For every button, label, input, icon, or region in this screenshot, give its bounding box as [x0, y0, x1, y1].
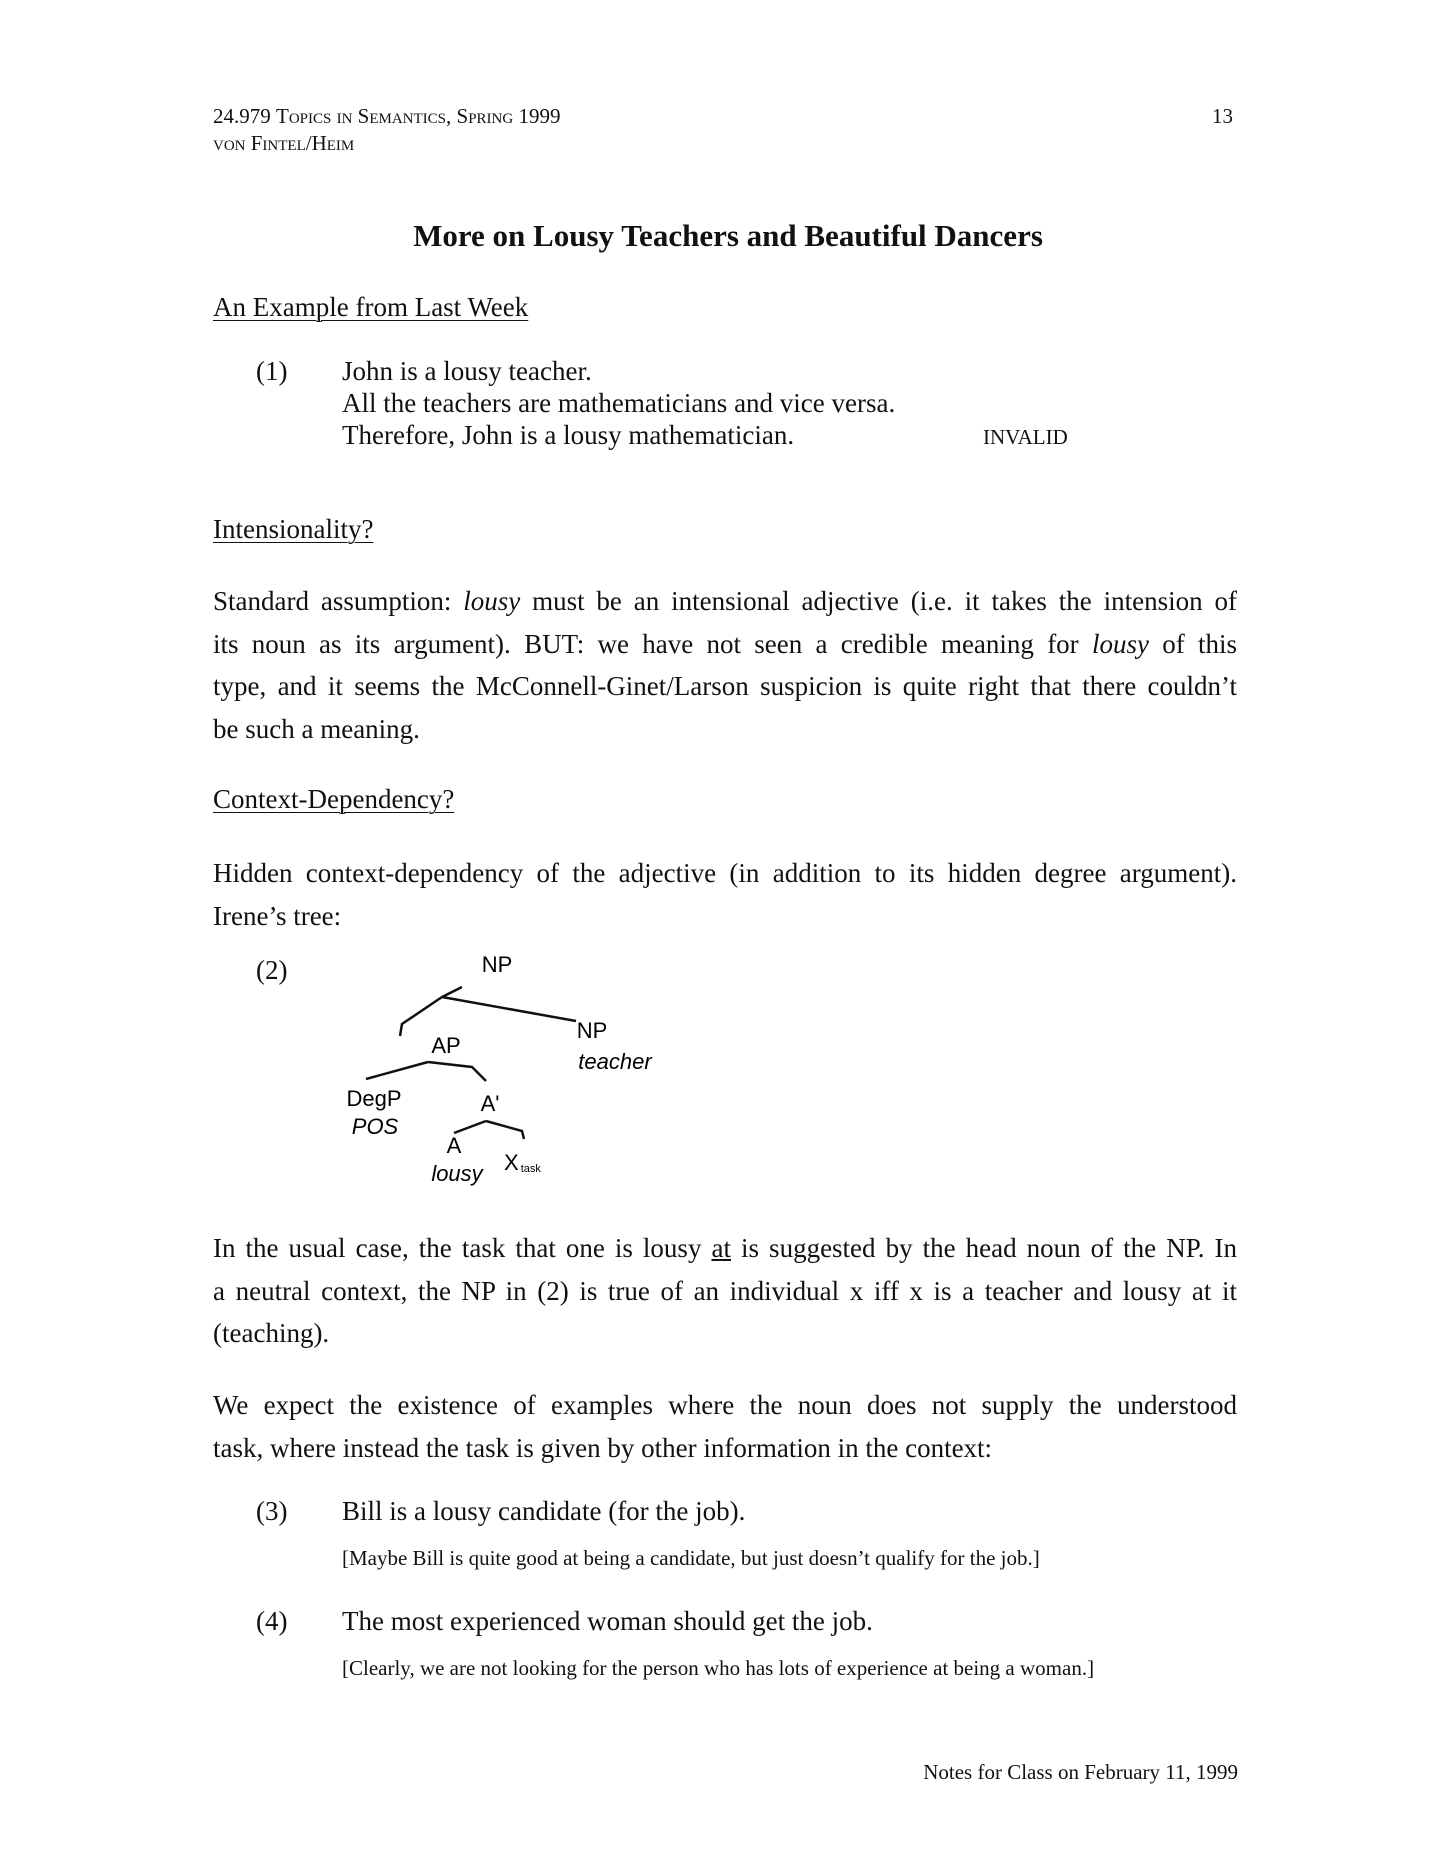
paragraph-intensionality — [213, 580, 1237, 751]
paragraph-line: In the usual case, the task that one is lousy at is suggested by the head noun of the NP. In — [213, 1233, 1237, 1263]
paragraph-line: Standard assumption: lousy must be an intensional adjective (i.e. it takes the intension of — [213, 586, 1237, 616]
page-number: 13 — [1212, 104, 1233, 128]
example-3-text: Bill is a lousy candidate (for the job). — [342, 1496, 746, 1526]
example-1-line-3: Therefore, John is a lousy mathematician. — [342, 420, 795, 450]
example-4-note: [Clearly, we are not looking for the person who has lots of experience at being a woman.] — [342, 1656, 1095, 1680]
invalid-judgment: INVALID — [983, 425, 1068, 449]
paragraph-expectation — [213, 1384, 1237, 1469]
paragraph-line: its noun as its argument). BUT: we have not seen a credible meaning for lousy of this — [213, 628, 1237, 659]
term-lousy: lousy — [463, 586, 521, 616]
tree-branch — [454, 1121, 486, 1133]
tree-branch — [366, 1062, 428, 1079]
example-1-line-1: John is a lousy teacher. — [342, 356, 592, 386]
running-header-course: 24.979 Topics in Semantics, Spring 1999 — [213, 104, 561, 128]
tree-branch — [442, 987, 462, 997]
paragraph-line: (teaching). — [213, 1318, 330, 1349]
section-heading-example: An Example from Last Week — [213, 292, 529, 322]
example-3-note: [Maybe Bill is quite good at being a candidate, but just doesn’t qualify for the job.] — [342, 1546, 1040, 1570]
example-number-4: (4) — [256, 1606, 288, 1636]
section-heading-context-dependency: Context-Dependency? — [213, 784, 455, 814]
tree-branch — [442, 997, 576, 1021]
syntax-tree-diagram — [330, 945, 690, 1205]
paragraph-line: Hidden context-dependency of the adjective (in addition to its hidden degree argument). — [213, 858, 1237, 888]
paragraph-usual-case — [213, 1227, 1237, 1355]
tree-leaf-teacher: teacher — [578, 1049, 652, 1074]
paragraph-context-dependency — [213, 852, 1237, 937]
example-4-text: The most experienced woman should get the job. — [342, 1606, 873, 1636]
course-title: Topics in Semantics, Spring 1999 — [276, 104, 561, 128]
tree-branch — [400, 997, 442, 1036]
tree-node-x: Xtask — [504, 1150, 541, 1175]
tree-branch — [486, 1121, 524, 1139]
tree-node-np: NP — [576, 1018, 608, 1043]
tree-node-degp: DegP — [346, 1086, 402, 1111]
page-title: More on Lousy Teachers and Beautiful Dancers — [413, 218, 1043, 253]
tree-node-a-bar: A' — [480, 1091, 500, 1116]
paragraph-line: type, and it seems the McConnell-Ginet/Larson suspicion is quite right that there couldn’t — [213, 671, 1237, 702]
example-number-1: (1) — [256, 356, 288, 386]
term-lousy: lousy — [1091, 628, 1149, 659]
tree-node-a: A — [446, 1133, 462, 1158]
example-number-2: (2) — [256, 955, 288, 985]
footer-note: Notes for Class on February 11, 1999 — [923, 1760, 1238, 1784]
paragraph-line: We expect the existence of examples where the noun does not supply the understood — [213, 1390, 1237, 1420]
running-header-authors: von Fintel/Heim — [213, 131, 355, 155]
tree-leaf-lousy: lousy — [431, 1161, 483, 1186]
tree-node-np-root: NP — [481, 952, 513, 977]
tree-branch — [428, 1062, 486, 1081]
example-1-line-2: All the teachers are mathematicians and vice versa. — [342, 388, 896, 418]
term-at: at — [711, 1233, 731, 1263]
paragraph-line: a neutral context, the NP in (2) is true of an individual x iff x is a teacher and lousy at it — [213, 1275, 1237, 1306]
paragraph-line: task, where instead the task is given by other information in the context: — [213, 1432, 993, 1463]
section-heading-intensionality: Intensionality? — [213, 514, 374, 544]
paragraph-line: Irene’s tree: — [213, 900, 342, 931]
paragraph-line: be such a meaning. — [213, 714, 420, 745]
tree-node-ap: AP — [431, 1033, 461, 1058]
tree-subscript-task: task — [520, 1163, 541, 1175]
tree-leaf-pos: POS — [351, 1114, 399, 1139]
example-number-3: (3) — [256, 1496, 288, 1526]
